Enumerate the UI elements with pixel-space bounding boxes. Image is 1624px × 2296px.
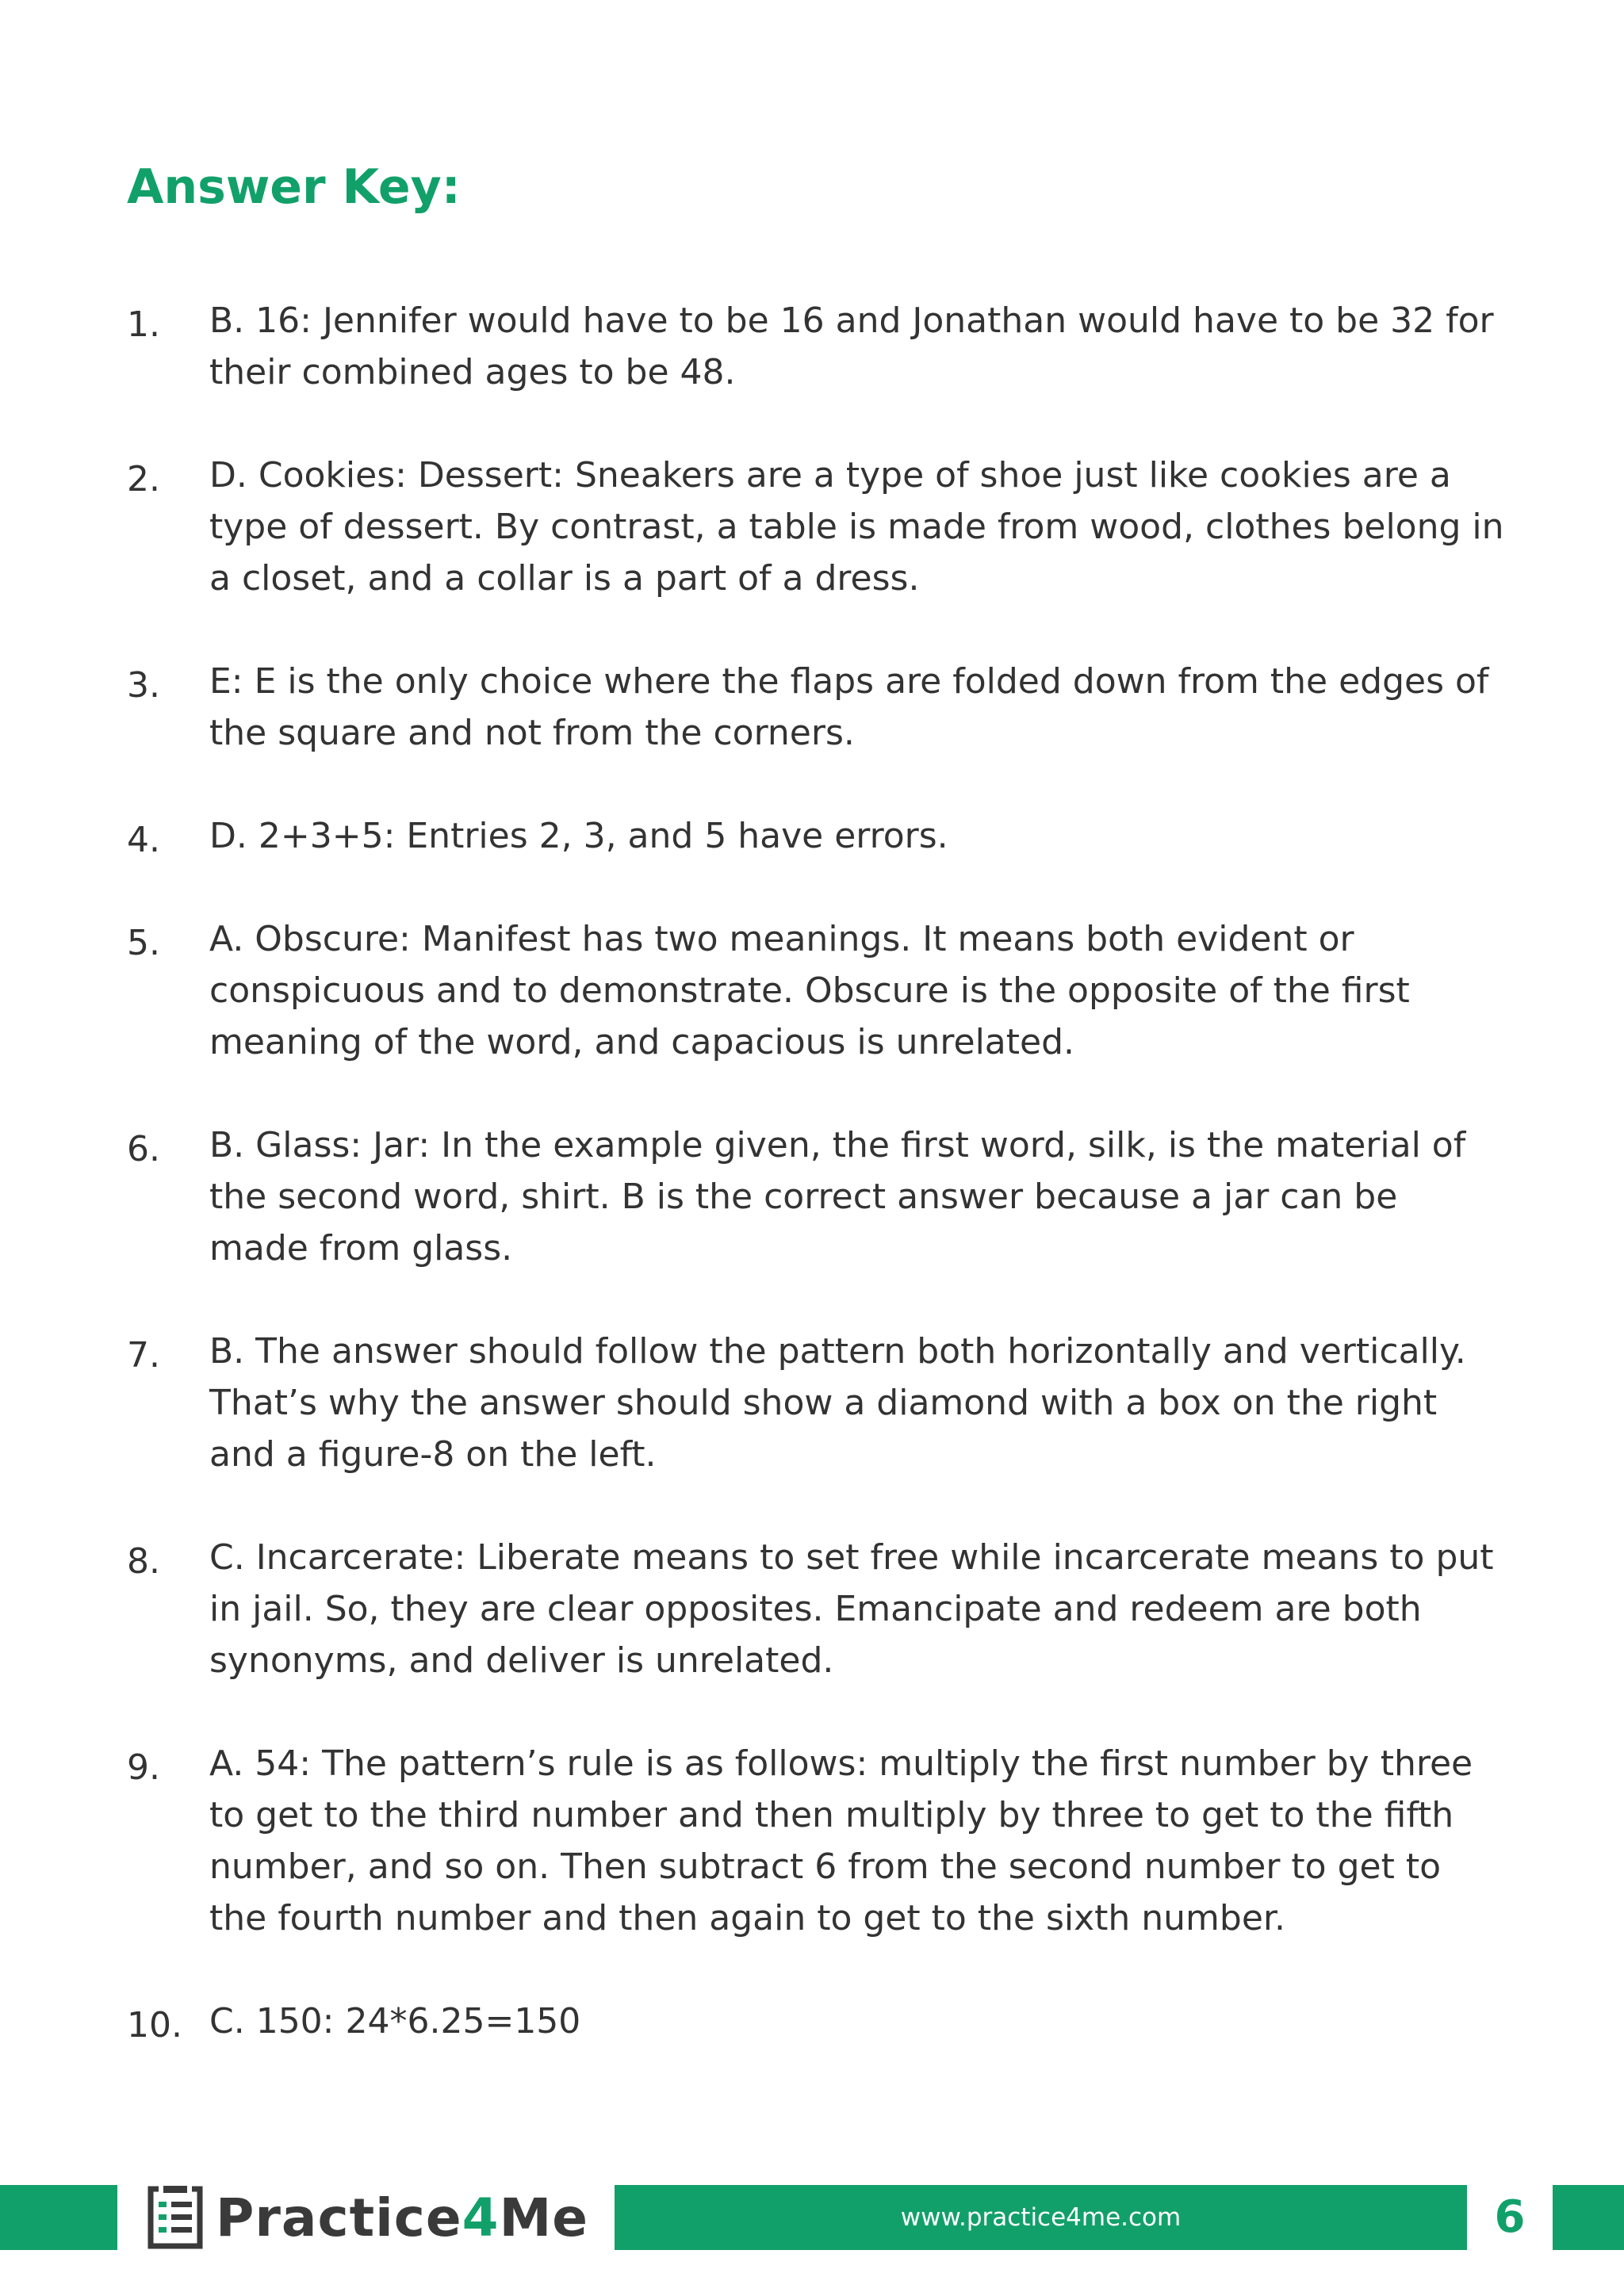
footer-bar-left [0, 2185, 117, 2250]
list-item [127, 913, 1507, 1068]
answer-text: E: E is the only choice where the flaps are folded down from the edges of the square and not from the corners. [209, 661, 1489, 753]
list-item [127, 1326, 1507, 1480]
logo-text-me: Me [499, 2187, 589, 2248]
answer-number: 8. [127, 1541, 160, 1582]
answer-text: D. 2+3+5: Entries 2, 3, and 5 have errors. [209, 816, 948, 856]
answer-text: A. 54: The pattern’s rule is as follows: multiply the first number by three to get to the third number and then multiply by three to get to the fifth number, and so on. Then subtract 6 from the second number to get to the fourth number and then again to get to the sixth number. [209, 1743, 1473, 1938]
list-item [127, 1738, 1507, 1944]
list-item [127, 1532, 1507, 1686]
answer-text: C. 150: 24*6.25=150 [209, 2001, 581, 2042]
answer-number: 10. [127, 2005, 182, 2045]
answer-list [127, 295, 1507, 2099]
answer-number: 7. [127, 1335, 160, 1376]
list-item [127, 1119, 1507, 1274]
checklist-clipboard-icon [147, 2186, 203, 2249]
answer-text: B. The answer should follow the pattern both horizontally and vertically. That’s why the answer should show a diamond with a box on the right and a figure-8 on the left. [209, 1331, 1466, 1475]
logo-text-practice: Practice [216, 2187, 462, 2248]
answer-text: A. Obscure: Manifest has two meanings. It means both evident or conspicuous and to demonstrate. Obscure is the opposite of the first meaning of the word, and capacious is unrelated. [209, 919, 1410, 1062]
answer-text: D. Cookies: Dessert: Sneakers are a type of shoe just like cookies are a type of dessert. By contrast, a table is made from wood, clothes belong in a closet, and a collar is a part of a dress. [209, 455, 1504, 599]
logo-text-four: 4 [462, 2187, 500, 2248]
logo-wordmark [216, 2187, 588, 2248]
answer-text: B. 16: Jennifer would have to be 16 and Jonathan would have to be 32 for their combined ages to be 48. [209, 300, 1494, 392]
list-item [127, 295, 1507, 398]
answer-number: 2. [127, 459, 160, 499]
answer-number: 9. [127, 1747, 160, 1788]
brand-logo [147, 2185, 588, 2250]
page-title: Answer Key: [127, 159, 461, 215]
list-item [127, 810, 1507, 862]
list-item [127, 1996, 1507, 2047]
answer-number: 4. [127, 820, 160, 860]
page-number: 6 [1494, 2191, 1526, 2243]
answer-number: 1. [127, 304, 160, 345]
footer-bar-right [1553, 2185, 1624, 2250]
page-footer [0, 2185, 1624, 2250]
list-item [127, 656, 1507, 759]
list-item [127, 450, 1507, 604]
answer-number: 5. [127, 923, 160, 963]
answer-text: C. Incarcerate: Liberate means to set free while incarcerate means to put in jail. So, they are clear opposites. Emancipate and redeem are both synonyms, and deliver is unrelated. [209, 1537, 1494, 1681]
answer-text: B. Glass: Jar: In the example given, the first word, silk, is the material of the second word, shirt. B is the correct answer because a jar can be made from glass. [209, 1125, 1466, 1269]
footer-url[interactable]: www.practice4me.com [900, 2203, 1182, 2232]
answer-number: 6. [127, 1129, 160, 1169]
answer-number: 3. [127, 665, 160, 706]
